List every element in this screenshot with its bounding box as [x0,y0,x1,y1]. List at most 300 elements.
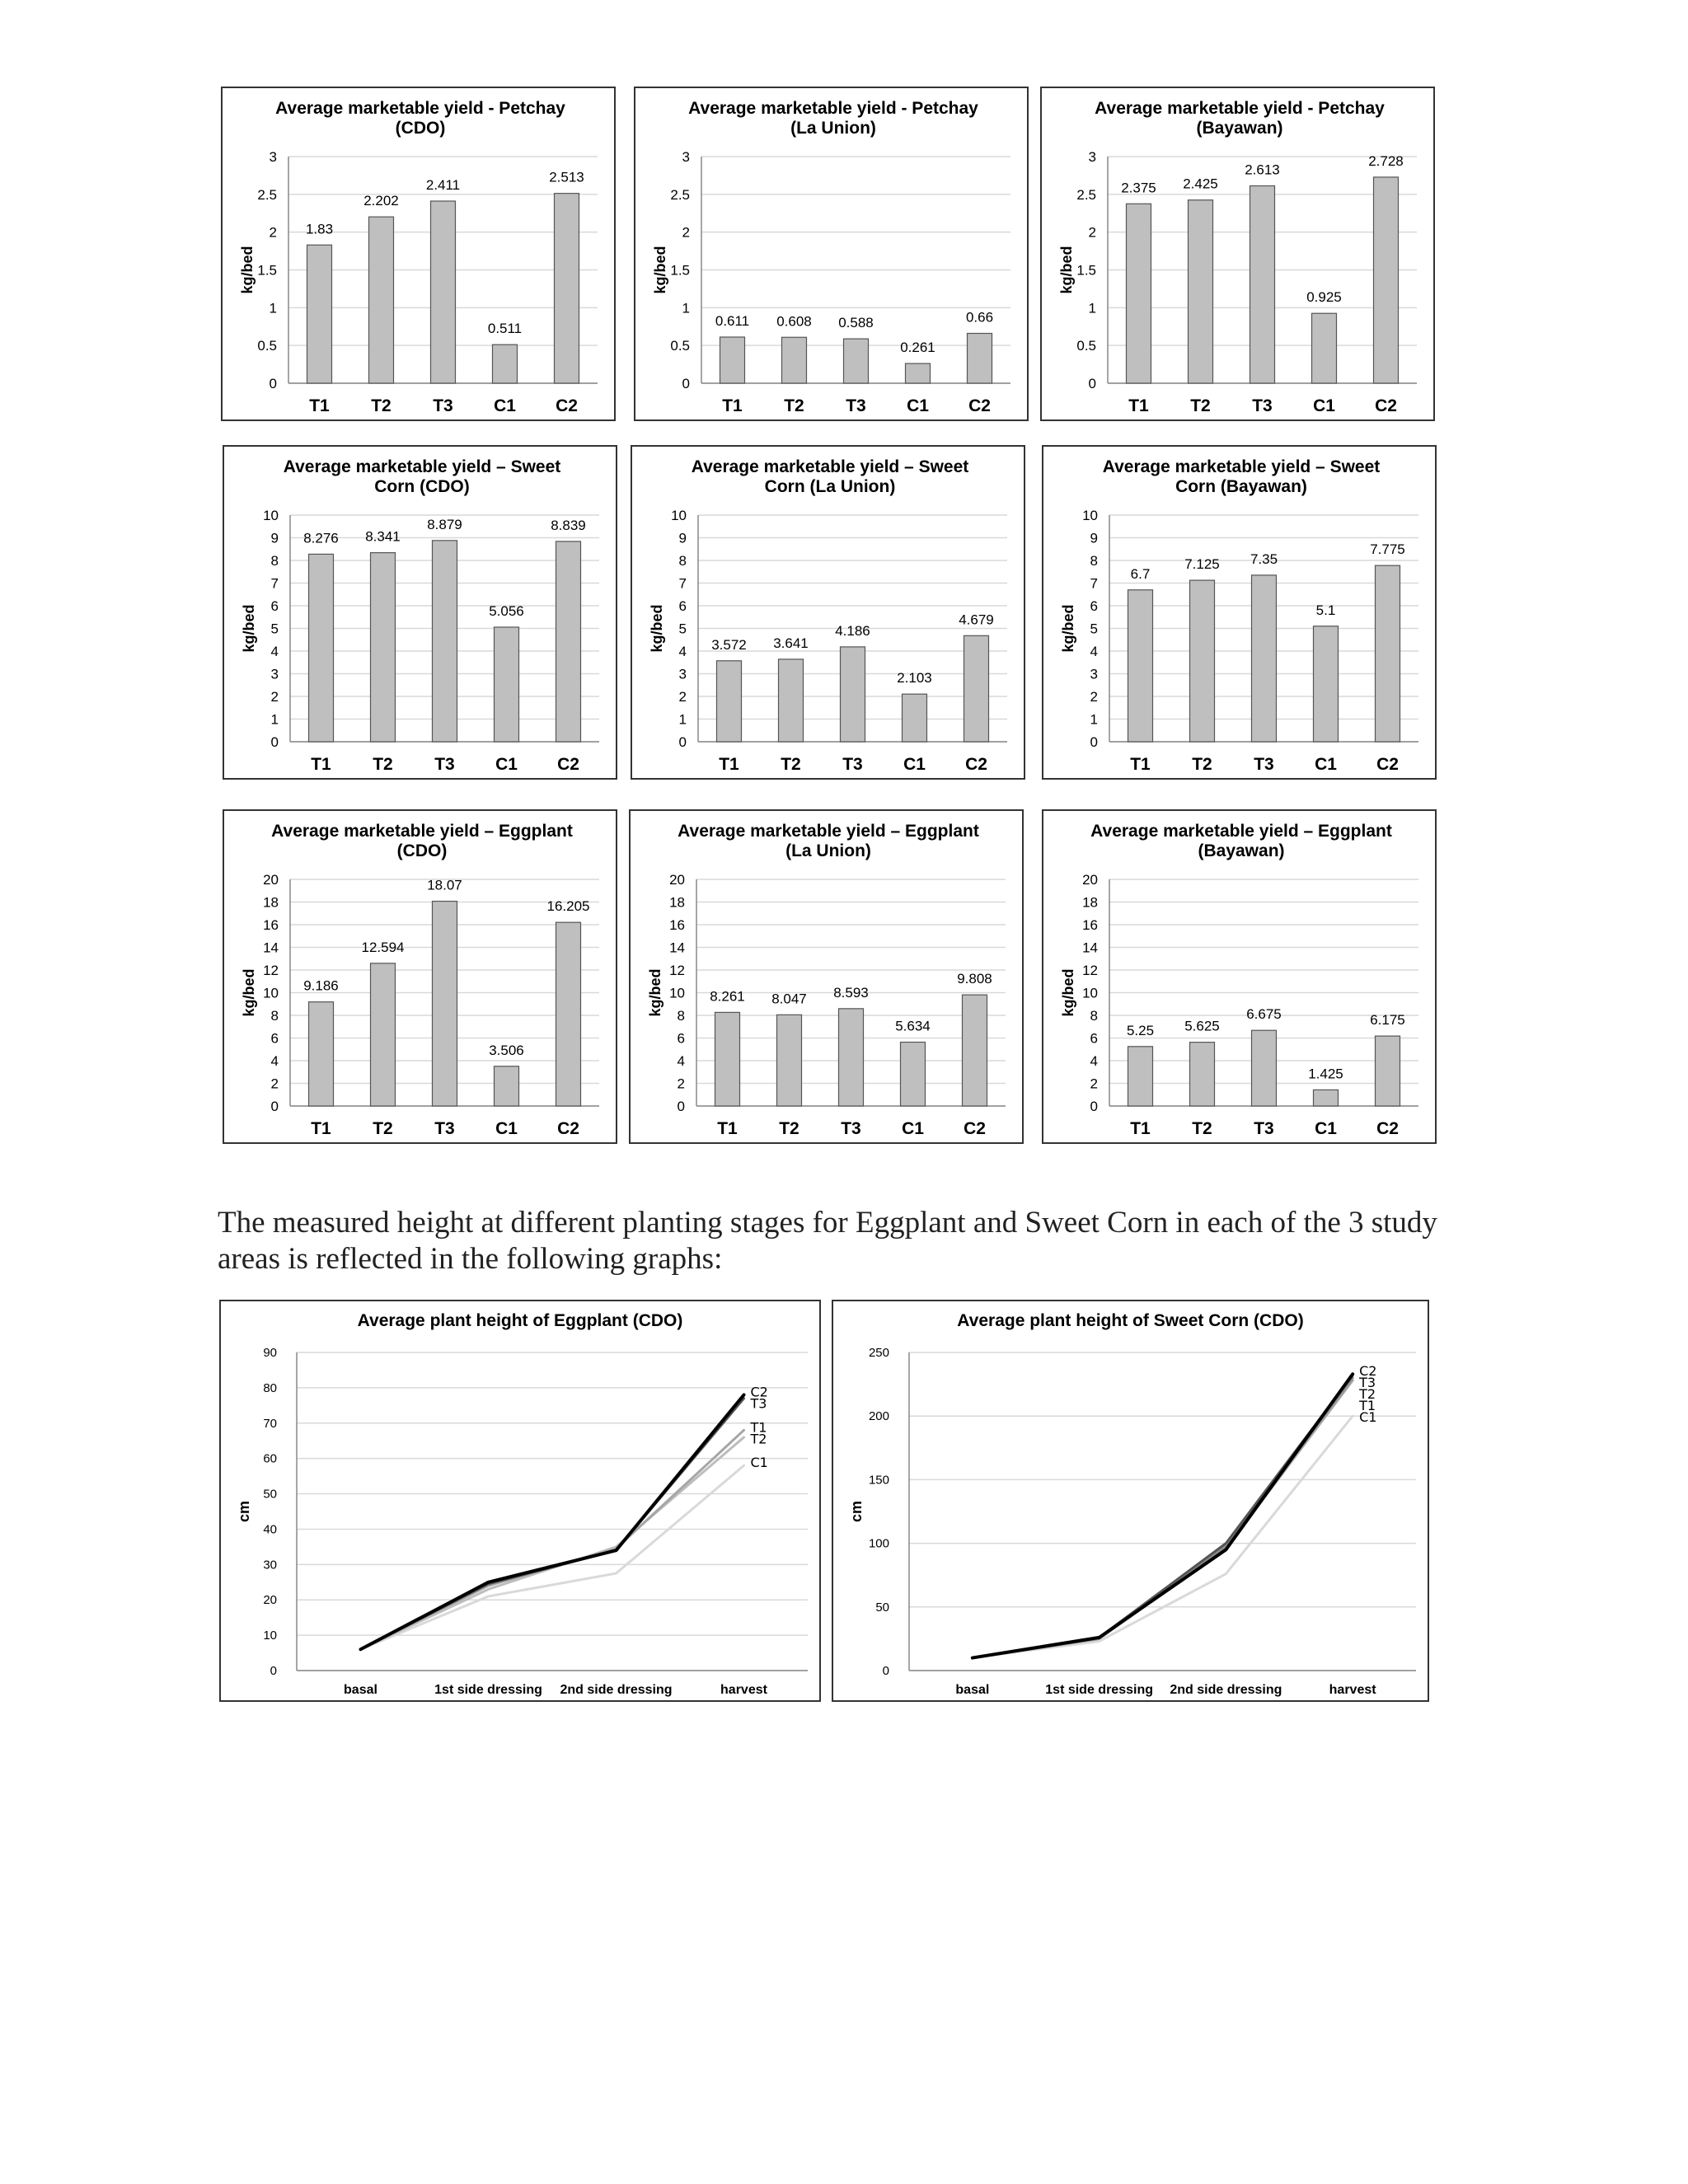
x-tick-label: T1 [311,1119,331,1138]
x-tick-label: 2nd side dressing [1170,1683,1282,1697]
series-label: T2 [750,1431,767,1447]
data-label: 9.808 [957,971,992,987]
y-tick-label: 9 [270,530,279,546]
y-tick-label: 4 [1090,644,1098,659]
y-tick-label: 9 [1090,530,1098,546]
x-tick-label: C2 [965,755,987,774]
y-axis-label: kg/bed [241,604,257,653]
y-tick-label: 2 [269,224,277,241]
chart-svg [223,88,614,419]
bar [433,541,457,742]
bar [903,694,927,742]
x-tick-label: 2nd side dressing [560,1683,673,1697]
data-label: 5.056 [489,602,524,619]
y-tick-label: 250 [868,1346,889,1360]
y-tick-label: 6 [677,1030,685,1047]
y-tick-label: 16 [669,917,685,933]
y-tick-label: 12 [1082,963,1098,978]
data-label: 2.425 [1183,176,1218,192]
y-tick-label: 14 [669,940,685,956]
chart-title: Average marketable yield – Eggplant [271,822,573,841]
y-tick-label: 1 [678,711,687,728]
data-label: 8.879 [427,516,462,532]
chart-title: Average marketable yield - Petchay [1095,99,1385,118]
y-tick-label: 3 [682,149,690,165]
chart-title: (CDO) [396,841,448,860]
y-tick-label: 3 [678,666,687,682]
y-tick-label: 8 [270,1008,279,1024]
x-tick-label: basal [344,1683,377,1697]
bar [431,201,456,383]
y-tick-label: 2 [1090,689,1098,705]
chart-height-eggplant-cdo [219,1300,821,1702]
y-tick-label: 60 [263,1451,277,1466]
bar [495,627,519,742]
y-tick-label: 2 [270,1076,279,1092]
x-tick-label: T1 [719,755,739,774]
y-tick-label: 2.5 [670,186,690,203]
y-tick-label: 30 [263,1558,277,1572]
x-tick-label: T1 [1130,755,1151,774]
bar [1252,575,1277,742]
bar [1252,1030,1277,1106]
y-tick-label: 8 [1090,553,1098,569]
data-label: 18.07 [427,877,462,893]
y-tick-label: 20 [1082,872,1098,888]
data-label: 5.1 [1315,602,1336,618]
series-label: T3 [750,1395,767,1412]
x-tick-label: C2 [557,755,579,774]
y-tick-label: 0 [1088,376,1096,391]
chart-sweet-corn-la-union [631,445,1025,780]
x-tick-label: T1 [311,755,331,774]
y-tick-label: 3 [1090,666,1098,682]
y-tick-label: 2 [682,224,690,241]
x-tick-label: C1 [1313,396,1335,415]
bar [782,337,807,383]
y-tick-label: 1 [270,711,279,728]
bar [495,1066,519,1106]
chart-title: (Bayawan) [1196,119,1283,138]
x-tick-label: T1 [309,396,330,415]
x-tick-label: T1 [722,396,743,415]
y-tick-label: 6 [270,598,279,614]
chart-petchay-bayawan [1040,87,1435,421]
chart-svg [833,1301,1428,1700]
data-label: 8.593 [833,984,869,1001]
chart-title: (La Union) [785,841,871,860]
bar [371,553,396,742]
y-tick-label: 10 [1082,508,1098,523]
data-label: 2.728 [1368,152,1404,169]
chart-title: Average marketable yield – Eggplant [678,822,979,841]
data-label: 0.511 [487,321,523,337]
y-tick-label: 12 [263,963,279,978]
y-tick-label: 100 [868,1536,889,1551]
data-label: 2.613 [1245,162,1280,178]
y-tick-label: 1 [682,300,690,316]
y-tick-label: 1.5 [257,262,277,279]
y-tick-label: 8 [677,1008,685,1024]
chart-title: (Bayawan) [1198,841,1285,860]
chart-svg [224,811,616,1142]
x-tick-label: T3 [842,755,863,774]
x-tick-label: C2 [964,1119,986,1138]
chart-title: Average marketable yield - Petchay [688,99,978,118]
caption-text: The measured height at different planting stages for Eggplant and Sweet Corn in each of the 3 study areas is reflected in the following graphs: [218,1206,1437,1276]
chart-title: Average marketable yield - Petchay [275,99,565,118]
y-tick-label: 200 [868,1409,889,1424]
bar [371,963,396,1106]
y-tick-label: 1 [1090,711,1098,728]
bar [309,1002,334,1106]
y-axis-label: kg/bed [1060,604,1076,653]
bar [493,344,518,383]
y-tick-label: 0 [677,1099,685,1114]
bar [963,995,987,1106]
y-tick-label: 0 [270,734,279,750]
chart-petchay-la-union [634,87,1029,421]
y-tick-label: 70 [263,1416,277,1431]
bar [1376,1036,1400,1106]
x-tick-label: T3 [433,396,453,415]
data-label: 3.506 [489,1042,524,1058]
series-label: T3 [1359,1375,1376,1391]
y-axis-label: cm [848,1500,865,1523]
y-tick-label: 18 [669,894,685,911]
y-tick-label: 4 [1090,1053,1098,1069]
x-tick-label: C2 [968,396,991,415]
y-tick-label: 90 [263,1346,277,1360]
y-tick-label: 6 [678,598,687,614]
bar [715,1012,740,1106]
bar [1127,204,1151,383]
y-tick-label: 2 [678,689,687,705]
y-tick-label: 1.5 [670,262,690,279]
data-label: 3.641 [773,635,809,651]
series-line-C2 [361,1394,744,1649]
x-tick-label: T2 [781,755,801,774]
bar [1190,580,1215,742]
y-tick-label: 0.5 [257,338,277,354]
y-tick-label: 80 [263,1380,277,1395]
x-tick-label: C1 [1315,1119,1337,1138]
x-tick-label: C2 [556,396,578,415]
series-label: C1 [750,1455,768,1471]
data-label: 8.047 [771,991,807,1007]
x-tick-label: T3 [1252,396,1273,415]
chart-title: Average plant height of Eggplant (CDO) [357,1311,683,1330]
data-label: 5.625 [1184,1018,1220,1034]
y-axis-label: kg/bed [649,604,665,653]
y-axis-label: kg/bed [241,968,257,1017]
x-tick-label: T1 [1128,396,1149,415]
data-label: 0.925 [1306,289,1342,306]
y-tick-label: 16 [1082,917,1098,933]
y-tick-label: 2.5 [257,186,277,203]
y-tick-label: 1 [269,300,277,316]
y-tick-label: 18 [1082,894,1098,911]
y-tick-label: 0 [1090,734,1098,750]
y-axis-label: kg/bed [239,246,256,294]
data-label: 7.35 [1250,551,1278,567]
y-tick-label: 7 [1090,575,1098,592]
data-label: 9.186 [303,977,339,994]
y-tick-label: 4 [677,1053,685,1069]
data-label: 6.675 [1246,1006,1282,1023]
y-axis-label: kg/bed [647,968,663,1017]
y-tick-label: 10 [671,508,687,523]
bar [309,554,334,742]
chart-title: Average marketable yield – Sweet [283,457,561,476]
y-tick-label: 8 [270,553,279,569]
x-tick-label: 1st side dressing [1045,1683,1153,1697]
y-tick-label: 9 [678,530,687,546]
y-tick-label: 18 [263,894,279,911]
chart-svg [1042,88,1433,419]
y-tick-label: 16 [263,917,279,933]
y-tick-label: 50 [875,1600,889,1615]
bar [556,922,581,1106]
data-label: 6.7 [1130,565,1151,582]
y-axis-label: kg/bed [652,246,668,294]
y-axis-label: kg/bed [1058,246,1075,294]
x-tick-label: T2 [371,396,392,415]
bar [433,902,457,1106]
y-tick-label: 8 [1090,1008,1098,1024]
x-tick-label: T3 [1254,755,1274,774]
data-label: 8.261 [710,988,745,1005]
y-tick-label: 4 [678,644,687,659]
x-tick-label: T2 [784,396,804,415]
y-tick-label: 14 [263,940,279,956]
y-tick-label: 4 [270,644,279,659]
y-tick-label: 0 [270,1664,277,1678]
data-label: 2.375 [1121,180,1156,196]
y-tick-label: 8 [678,553,687,569]
chart-title: (CDO) [395,119,446,138]
series-label: T1 [1359,1398,1376,1414]
x-tick-label: C1 [494,396,516,415]
x-tick-label: T3 [434,755,455,774]
chart-svg [1043,447,1435,778]
data-label: 7.125 [1184,556,1220,573]
chart-title: (La Union) [790,119,876,138]
x-tick-label: C2 [557,1119,579,1138]
y-tick-label: 6 [1090,598,1098,614]
y-tick-label: 50 [263,1487,277,1502]
x-tick-label: T3 [434,1119,455,1138]
bar [1314,1090,1339,1106]
chart-svg [632,447,1024,778]
series-line-T3 [361,1399,744,1650]
y-tick-label: 3 [1088,149,1096,165]
bar [556,541,581,742]
data-label: 0.608 [776,313,812,330]
y-tick-label: 0 [678,734,687,750]
y-tick-label: 0.5 [1076,338,1096,354]
chart-svg [635,88,1027,419]
y-tick-label: 7 [678,575,687,592]
x-tick-label: T3 [846,396,866,415]
chart-sweet-corn-bayawan [1042,445,1437,780]
x-tick-label: T2 [1192,1119,1212,1138]
data-label: 4.186 [835,622,870,639]
x-tick-label: C1 [1315,755,1337,774]
chart-height-sweet-corn-cdo [832,1300,1429,1702]
bar [1312,313,1337,383]
y-tick-label: 5 [270,621,279,637]
bar [1376,565,1400,742]
y-tick-label: 2 [270,689,279,705]
bar [720,337,745,383]
bar [844,339,869,383]
y-tick-label: 10 [263,508,279,523]
y-tick-label: 20 [669,872,685,888]
x-tick-label: C2 [1375,396,1397,415]
x-tick-label: C2 [1376,1119,1399,1138]
y-tick-label: 14 [1082,940,1098,956]
y-tick-label: 1 [1088,300,1096,316]
y-axis-label: kg/bed [1060,968,1076,1017]
bar [777,1015,802,1106]
y-tick-label: 2 [677,1076,685,1092]
y-tick-label: 1.5 [1076,262,1096,279]
x-tick-label: C1 [903,755,926,774]
chart-svg [224,447,616,778]
series-label: T2 [1359,1386,1376,1403]
bar [901,1043,926,1106]
x-tick-label: T3 [841,1119,861,1138]
x-tick-label: basal [955,1683,990,1697]
y-tick-label: 40 [263,1522,277,1537]
y-tick-label: 7 [270,575,279,592]
bar [906,363,931,383]
data-label: 0.611 [715,312,750,329]
bar [307,245,332,383]
bar [968,334,992,384]
y-tick-label: 0 [269,376,277,391]
x-tick-label: 1st side dressing [434,1683,542,1697]
data-label: 8.839 [551,517,586,533]
series-label: C2 [750,1384,768,1400]
x-tick-label: T2 [373,1119,393,1138]
y-tick-label: 5 [678,621,687,637]
chart-svg [1043,811,1435,1142]
x-tick-label: T1 [717,1119,738,1138]
y-tick-label: 2 [1090,1076,1098,1092]
y-tick-label: 5 [1090,621,1098,637]
bar [369,217,394,383]
x-tick-label: C1 [495,1119,518,1138]
y-tick-label: 12 [669,963,685,978]
y-tick-label: 10 [263,1629,277,1643]
bar [555,194,579,383]
y-tick-label: 3 [269,149,277,165]
chart-title: Corn (Bayawan) [1175,477,1307,496]
y-tick-label: 150 [868,1473,889,1488]
x-tick-label: T2 [373,755,393,774]
series-line-T2 [973,1378,1353,1658]
chart-eggplant-la-union [629,809,1024,1144]
x-tick-label: harvest [720,1683,767,1697]
chart-title: Average marketable yield – Sweet [691,457,969,476]
series-label: T1 [750,1419,767,1436]
y-tick-label: 6 [1090,1030,1098,1047]
bar [841,647,865,742]
data-label: 5.634 [895,1018,931,1034]
y-tick-label: 0.5 [670,338,690,354]
data-label: 12.594 [361,939,405,955]
data-label: 0.588 [838,315,874,331]
data-label: 8.341 [365,528,401,545]
bar [1190,1043,1215,1106]
chart-eggplant-cdo [223,809,617,1144]
chart-petchay-cdo [221,87,616,421]
y-tick-label: 6 [270,1030,279,1047]
x-tick-label: C1 [902,1119,924,1138]
data-label: 2.202 [363,193,399,209]
chart-title: Average marketable yield – Eggplant [1090,822,1392,841]
chart-title: Average plant height of Sweet Corn (CDO) [957,1311,1304,1330]
bar [717,661,742,742]
chart-title: Corn (CDO) [374,477,470,496]
y-tick-label: 0 [682,376,690,391]
x-tick-label: T2 [1190,396,1211,415]
y-tick-label: 20 [263,1593,277,1608]
x-tick-label: T2 [779,1119,799,1138]
data-label: 0.66 [965,309,994,326]
data-label: 2.103 [897,670,932,687]
data-label: 1.83 [305,221,334,237]
y-tick-label: 10 [1082,985,1098,1001]
data-label: 6.175 [1370,1012,1405,1029]
x-tick-label: C1 [907,396,929,415]
data-label: 4.679 [959,612,994,628]
series-label: C2 [1359,1363,1377,1380]
x-tick-label: T3 [1254,1119,1274,1138]
series-label: C1 [1359,1409,1377,1426]
x-tick-label: C2 [1376,755,1399,774]
chart-title: Average marketable yield – Sweet [1102,457,1381,476]
chart-svg [221,1301,819,1700]
bar [964,635,989,742]
y-tick-label: 10 [669,985,685,1001]
x-tick-label: harvest [1329,1683,1376,1697]
bar [1189,200,1213,383]
y-tick-label: 3 [270,666,279,682]
bar [839,1009,864,1106]
x-tick-label: T2 [1192,755,1212,774]
y-tick-label: 0 [1090,1099,1098,1114]
chart-eggplant-bayawan [1042,809,1437,1144]
data-label: 1.425 [1308,1066,1343,1082]
y-tick-label: 2 [1088,224,1096,241]
series-line-T1 [973,1380,1353,1658]
data-label: 7.775 [1370,541,1405,558]
data-label: 3.572 [711,636,747,653]
x-tick-label: T1 [1130,1119,1151,1138]
y-tick-label: 0 [270,1099,279,1114]
data-label: 2.513 [549,169,584,185]
bar [1250,185,1275,383]
chart-svg [631,811,1022,1142]
data-label: 5.25 [1126,1022,1155,1038]
y-tick-label: 20 [263,872,279,888]
y-tick-label: 0 [882,1664,889,1678]
chart-sweet-corn-cdo [223,445,617,780]
chart-title: Corn (La Union) [764,477,896,496]
